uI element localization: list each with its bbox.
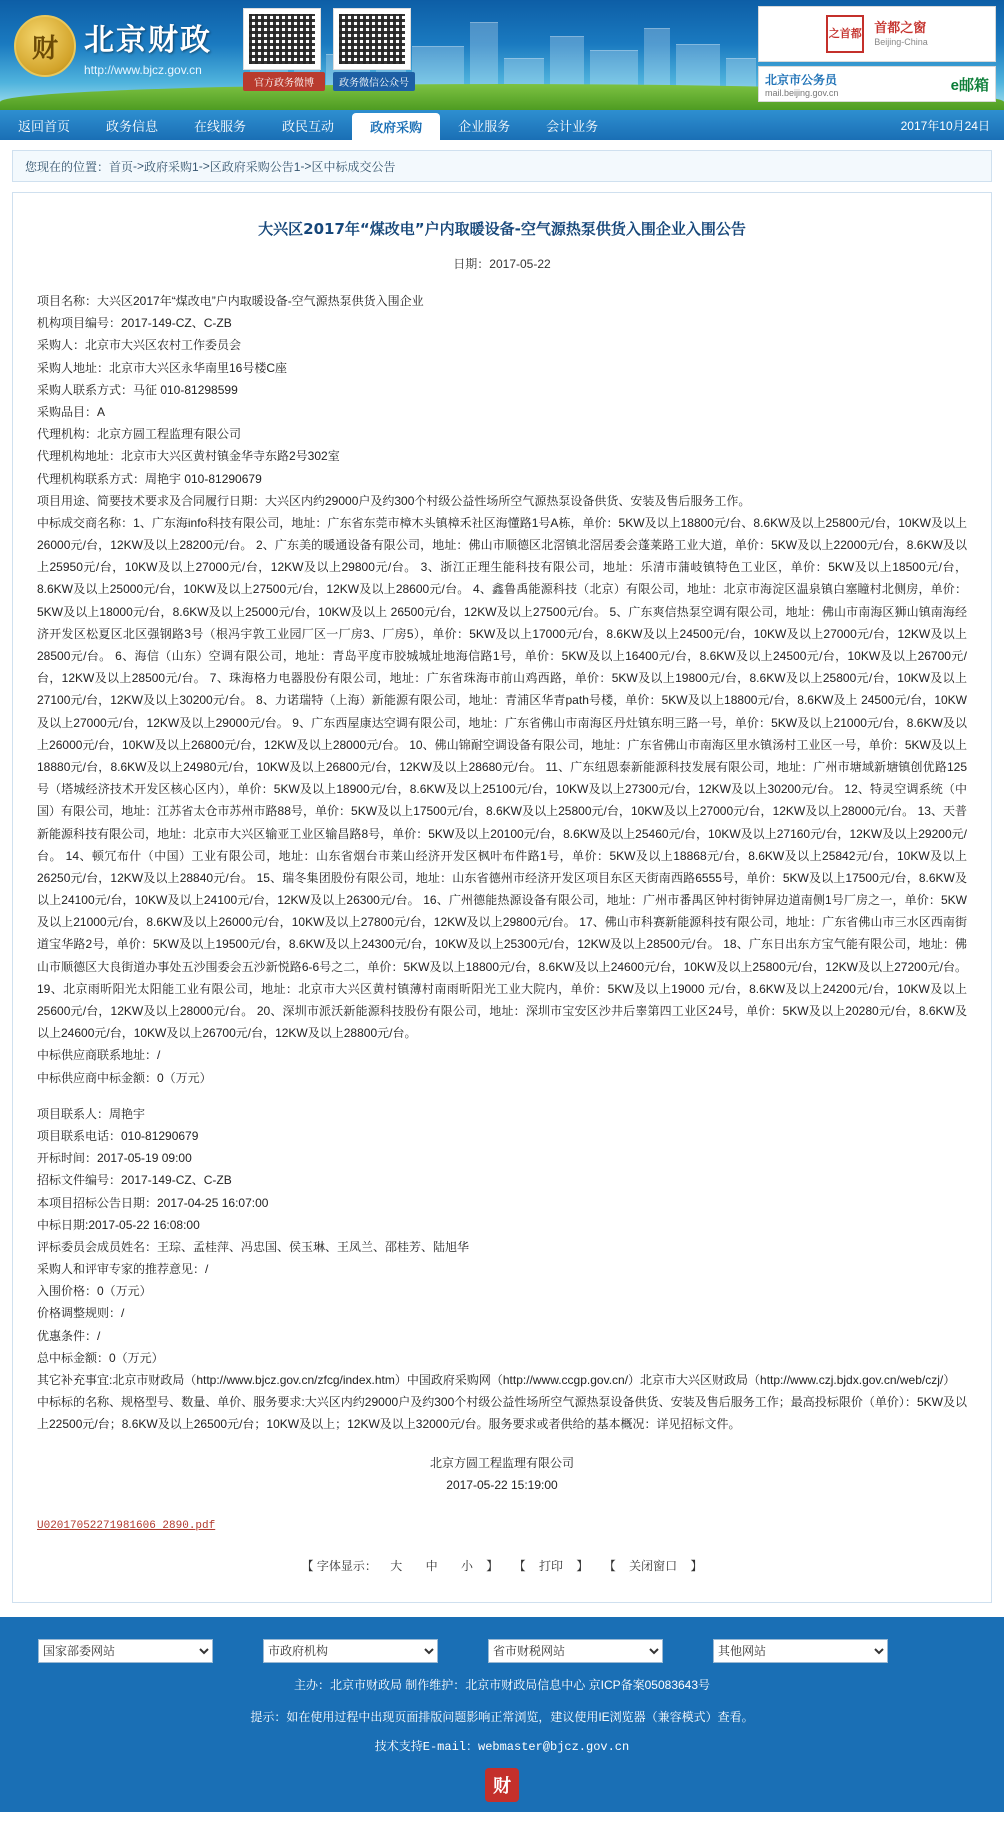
breadcrumb-item-procurement[interactable]: 政府采购1	[144, 159, 199, 174]
doc-final-paragraph: 中标标的名称、规格型号、数量、单价、服务要求:大兴区内约29000户及约300个村级公益性场所空气源热泵设备供货、安装及售后服务工作；最高投标限价（单价）：5KW及以上22500元/台；8.6KW及以上26500元/台；10KW及以上；12KW及以上32000元/台。服务要求或者供给的基本概况：详见招标文件。	[37, 1395, 967, 1432]
doc-line-purpose: 项目用途、简要技术要求及合同履行日期：大兴区内约29000户及约300个村级公益性场所空气源热泵设备供货、安装及售后服务工作。	[37, 493, 751, 508]
doc-line-award-date: 中标日期:2017-05-22 16:08:00	[37, 1217, 200, 1232]
capital-window-badge[interactable]	[758, 6, 996, 62]
attachment-area	[37, 1515, 967, 1533]
site-footer	[0, 1617, 1004, 1812]
font-size-group-close: 】	[486, 1559, 499, 1574]
gov-mail-brand: e邮箱	[950, 76, 989, 94]
footer-browser-tip: 提示：如在使用过程中出现页面排版问题影响正常浏览，建议使用IE浏览器（兼容模式）查看。	[250, 1710, 754, 1725]
site-banner	[0, 0, 1004, 110]
document-tools	[37, 1557, 967, 1574]
doc-line-price-rule: 价格调整规则：/	[37, 1306, 125, 1321]
doc-line-committee: 评标委员会成员姓名：王琮、孟桂萍、冯忠国、侯玉琳、王凤兰、邵桂芳、陆旭华	[37, 1239, 470, 1254]
print-group-close: 】	[576, 1559, 589, 1574]
close-window-group	[604, 1557, 703, 1574]
qr-item-wechat	[333, 8, 415, 91]
gov-mail-title: 北京市公务员	[765, 72, 838, 87]
qr-caption-wechat: 政务微信公众号	[333, 72, 415, 91]
footer-host-line: 主办：北京市财政局 制作维护：北京市财政局信息中心 京ICP备案05083643号	[293, 1678, 711, 1693]
gov-mail-sub: mail.beijing.gov.cn	[765, 87, 839, 98]
signature-org: 北京方圆工程监理有限公司	[429, 1455, 574, 1470]
breadcrumb-sep: ->	[133, 159, 145, 173]
nav-item-gov-info[interactable]: 政务信息	[106, 118, 159, 134]
logo-url: http://www.bjcz.gov.cn	[84, 63, 202, 77]
announcement-card	[12, 192, 992, 1603]
qr-item-weibo	[243, 8, 325, 91]
capital-seal-icon: 之首都	[826, 15, 864, 53]
font-size-label: 【 字体显示：	[301, 1559, 377, 1574]
select-municipal-agencies[interactable]	[263, 1639, 438, 1663]
doc-line-project-code: 机构项目编号：2017-149-CZ、C-ZB	[37, 316, 232, 331]
close-group-open: 【	[603, 1559, 616, 1574]
breadcrumb-sep: ->	[198, 159, 210, 173]
doc-winners-paragraph: 中标成交商名称：1、广东海info科技有限公司，地址：广东省东莞市樟木头镇樟禾社区海懂路1号A栋，单价：5KW及以上18800元/台、8.6KW及以上25800元/台，10KW及以上26000元/台，12KW及以上28200元/台。 2、广东美的暖通设备有限公司，地址：佛山市顺德区北滘镇北滘居委会蓬莱路工业大道，单价：5KW及以上22000元/台，8.6KW及以上25950元/台，10KW及以上27000元/台，12KW及以上29800元/台。 3、浙江正理生能科技有限公司，地址：乐清市蒲岐镇特色工业区，单价：5KW及以上18500元/台，8.6KW及以上25000元/台，10KW及以上27500元/台，12KW及以上28600元/台。 4、鑫鲁禹能源科技（北京）有限公司，地址：北京市海淀区温泉镇白塞瞳村北侧房，单价：5KW及以上18000元/台，8.6KW及以上25000元/台，10KW及以上 26500元/台，12KW及以上27500元/台。 5、广东爽信热泵空调有限公司，地址：佛山市南海区狮山镇南海经济开发区松夏区北区强钢路3号（根冯宇敦工业园厂区一厂房3、厂房5），单价：5KW及以上17000元/台，8.6KW及以上24500元/台，10KW及以上27000元/台，12KW及以上28500元/台。 6、海信（山东）空调有限公司，地址：青岛平度市胶城城址地海信路1号，单价：5KW及以上16400元/台，8.6KW及以上24500元/台，10KW及以上26700元/台，12KW及以上28500元/台。 7、珠海格力电器股份有限公司，地址：广东省珠海市前山鸡西路，单价：5KW及以上19800元/台，8.6KW及以上25800元/台，10KW及以上27100元/台，12KW及以上30200元/台。 8、力诺瑞特（上海）新能源有限公司，地址：青浦区华青path号楼，单价：5KW及以上18800元/台，8.6KW及上 24500元/台，10KW及以上27000元/台，12KW及以上29000元/台。 9、广东西屋康达空调有限公司，地址：广东省佛山市南海区丹灶镇东明三路一号，单价：5KW及以上21000元/台，8.6KW及以上26000元/台，10KW及以上26800元/台，12KW及以上28000元/台。 10、佛山锦耐空调设备有限公司，地址：广东省佛山市南海区里水镇汤村工业区一号，单价：5KW及以上18880元/台，8.6KW及以上24980元/台，10KW及以上26800元/台，12KW及以上28680元/台。 11、广东纽恩泰新能源科技发展有限公司，地址：广州市塘域新塘镇创优路125号（塔城经济技术开发区核心区内），单价：5KW及以上18900元/台，8.6KW及以上25100元/台，10KW及以上27300元/台，12KW及以上30200元/台。 12、特灵空调系统（中国）有限公司，地址：江苏省太仓市苏州市路88号，单价：5KW及以上17500元/台，8.6KW及以上25800元/台，10KW及以上27000元/台，12KW及以上28000元/台。 13、天普新能源科技有限公司，地址：北京市大兴区输亚工业区输昌路8号，单价：5KW及以上20100元/台，8.6KW及以上25460元/台，10KW及以上27160元/台，12KW及以上29200元/台。 14、顿冗布什（中国）工业有限公司，地址：山东省烟台市莱山经济开发区枫叶布件路1号，单价：5KW及以上18868元/台，8.6KW及以上25842元/台，10KW及以上26250元/台，12KW及以上28840元/台。 15、瑞冬集团股份有限公司，地址：山东省德州市经济开发区项目东区天街南西路6555号，单价：5KW及以上17500元/台，8.6KW及以上24100元/台，10KW及以上24100元/台，12KW及以上26300元/台。 16、广州德能热源设备有限公司，地址：广州市番禺区钟村街钟屏边道南侧1号厂房之一，单价：5KW及以上21000元/台，8.6KW及以上26000元/台，10KW及以上27800元/台，12KW及以上29800元/台。 17、佛山市科赛新能源科技有限公司，地址：广东省佛山市三水区西南街道宝华路2号，单价：5KW及以上19500元/台，8.6KW及以上24300元/台，10KW及以上25300元/台，12KW及以上28500元/台。 18、广东日出东方宝气能有限公司，地址：佛山市顺德区大良街道办事处五沙围委会五沙新悦路6-6号之二，单价：5KW及以上18800元/台，8.6KW及以上24600元/台，10KW及以上25800元/台，12KW及以上27200元/台。 19、北京雨昕阳光太阳能工业有限公司，地址：北京市大兴区黄村镇薄村南雨昕阳光工业大院内，单价：5KW及以上19000 元/台，8.6KW及以上24200元/台，10KW及以上25600元/台，12KW及以上28000元/台。 20、深圳市派沃新能源科技股份有限公司，地址：深圳市宝安区沙井后睾第四工业区24号，单价：5KW及以上20280元/台，8.6KW及以上24600元/台，10KW及以上26700元/台，12KW及以上28800元/台。	[37, 515, 967, 1041]
doc-line-purchaser: 采购人：北京市大兴区农村工作委员会	[37, 338, 242, 353]
doc-supplement: 其它补充事宜:北京市财政局（http://www.bjcz.gov.cn/zfcg/index.htm）中国政府采购网（http://www.ccgp.gov.cn/）北京市大兴区财政局（http://www.czj.bjdx.gov.cn/web/czj/）	[37, 1373, 956, 1387]
qr-code-icon	[243, 8, 321, 70]
doc-line-supplier-address: 中标供应商联系地址：/	[37, 1048, 161, 1063]
capital-window-title: 首都之窗	[874, 19, 927, 35]
font-size-small-button[interactable]: 小	[460, 1559, 473, 1574]
capital-window-label	[874, 20, 928, 49]
breadcrumb-item-current: 区中标成交公告	[311, 159, 396, 174]
site-logo[interactable]	[14, 8, 234, 84]
gov-mail-label	[765, 71, 838, 98]
document-date: 日期：2017-05-22	[453, 257, 551, 271]
qr-code-icon	[333, 8, 411, 70]
breadcrumb-item-district-notice[interactable]: 区政府采购公告1	[209, 159, 301, 174]
doc-line-entry-price: 入围价格：0（万元）	[37, 1284, 152, 1299]
doc-line-recommendation: 采购人和评审专家的推荐意见：/	[37, 1262, 209, 1277]
main-navigation	[0, 110, 1004, 140]
signature-time: 2017-05-22 15:19:00	[446, 1478, 558, 1493]
doc-line-purchaser-contact: 采购人联系方式：马征 010-81298599	[37, 382, 238, 397]
doc-line-tender-doc-no: 招标文件编号：2017-149-CZ、C-ZB	[37, 1173, 232, 1188]
close-group-close: 】	[690, 1559, 703, 1574]
logo-title: 北京财政	[84, 23, 212, 58]
print-group-open: 【	[513, 1559, 526, 1574]
nav-item-interaction[interactable]: 政民互动	[282, 118, 335, 134]
current-date: 2017年10月24日	[900, 118, 990, 133]
nav-item-home[interactable]: 返回首页	[18, 118, 71, 134]
nav-item-gov-procurement[interactable]: 政府采购	[352, 113, 440, 140]
doc-line-purchaser-address: 采购人地址：北京市大兴区永华南里16号楼C座	[37, 360, 288, 375]
qr-caption-weibo: 官方政务微博	[243, 72, 325, 91]
select-national-ministries[interactable]	[38, 1639, 213, 1663]
doc-line-project-name: 项目名称：大兴区2017年“煤改电”户内取暖设备-空气源热泵供货入围企业	[37, 294, 424, 308]
close-window-button[interactable]: 关闭窗口	[629, 1559, 678, 1574]
banner-badges	[758, 6, 996, 102]
doc-line-announcement-date: 本项目招标公告日期：2017-04-25 16:07:00	[37, 1195, 269, 1210]
breadcrumb-item-home[interactable]: 首页	[109, 159, 134, 174]
gov-mail-badge[interactable]	[758, 66, 996, 102]
page-title: 大兴区2017年“煤改电”户内取暖设备-空气源热泵供货入围企业入围公告	[258, 220, 746, 238]
logo-seal-icon: 财	[14, 15, 76, 77]
doc-line-agency-contact: 代理机构联系方式：周艳宇 010-81290679	[37, 471, 262, 486]
doc-line-category: 采购品目：A	[37, 404, 106, 419]
nav-item-enterprise-service[interactable]: 企业服务	[458, 118, 511, 134]
select-provincial-finance[interactable]	[488, 1639, 663, 1663]
doc-line-discount: 优惠条件：/	[37, 1328, 101, 1343]
font-size-medium-button[interactable]: 中	[425, 1559, 438, 1574]
doc-line-total-amount: 总中标金额：0（万元）	[37, 1350, 164, 1365]
doc-line-contact-person: 项目联系人：周艳宇	[37, 1106, 146, 1121]
doc-line-contact-phone: 项目联系电话：010-81290679	[37, 1128, 199, 1143]
doc-line-supplier-amount: 中标供应商中标金额：0（万元）	[37, 1070, 212, 1085]
print-group	[514, 1557, 589, 1574]
qr-code-group	[243, 8, 415, 91]
breadcrumb-sep: ->	[300, 159, 312, 173]
signature-block	[37, 1452, 967, 1498]
attachment-link[interactable]: U02017052271981606 2890.pdf	[37, 1520, 216, 1533]
doc-line-bid-open-time: 开标时间：2017-05-19 09:00	[37, 1151, 192, 1166]
footer-seal-icon: 财	[485, 1768, 519, 1802]
footer-support-mail: 技术支持E-mail：webmaster@bjcz.gov.cn	[374, 1740, 630, 1755]
doc-line-agency-address: 代理机构地址：北京市大兴区黄村镇金华寺东路2号302室	[37, 449, 340, 464]
font-size-large-button[interactable]: 大	[390, 1559, 403, 1574]
select-other-sites[interactable]	[713, 1639, 888, 1663]
nav-item-online-service[interactable]: 在线服务	[194, 118, 247, 134]
print-button[interactable]: 打印	[539, 1559, 564, 1574]
breadcrumb-prefix: 您现在的位置：	[25, 159, 110, 174]
capital-window-sub: Beijing-China	[874, 36, 928, 47]
breadcrumb	[12, 150, 992, 182]
footer-link-selects	[12, 1633, 992, 1673]
doc-line-agency: 代理机构：北京方圆工程监理有限公司	[37, 427, 242, 442]
nav-item-accounting[interactable]: 会计业务	[546, 118, 599, 134]
font-size-group	[302, 1557, 499, 1574]
document-body	[37, 290, 967, 1436]
